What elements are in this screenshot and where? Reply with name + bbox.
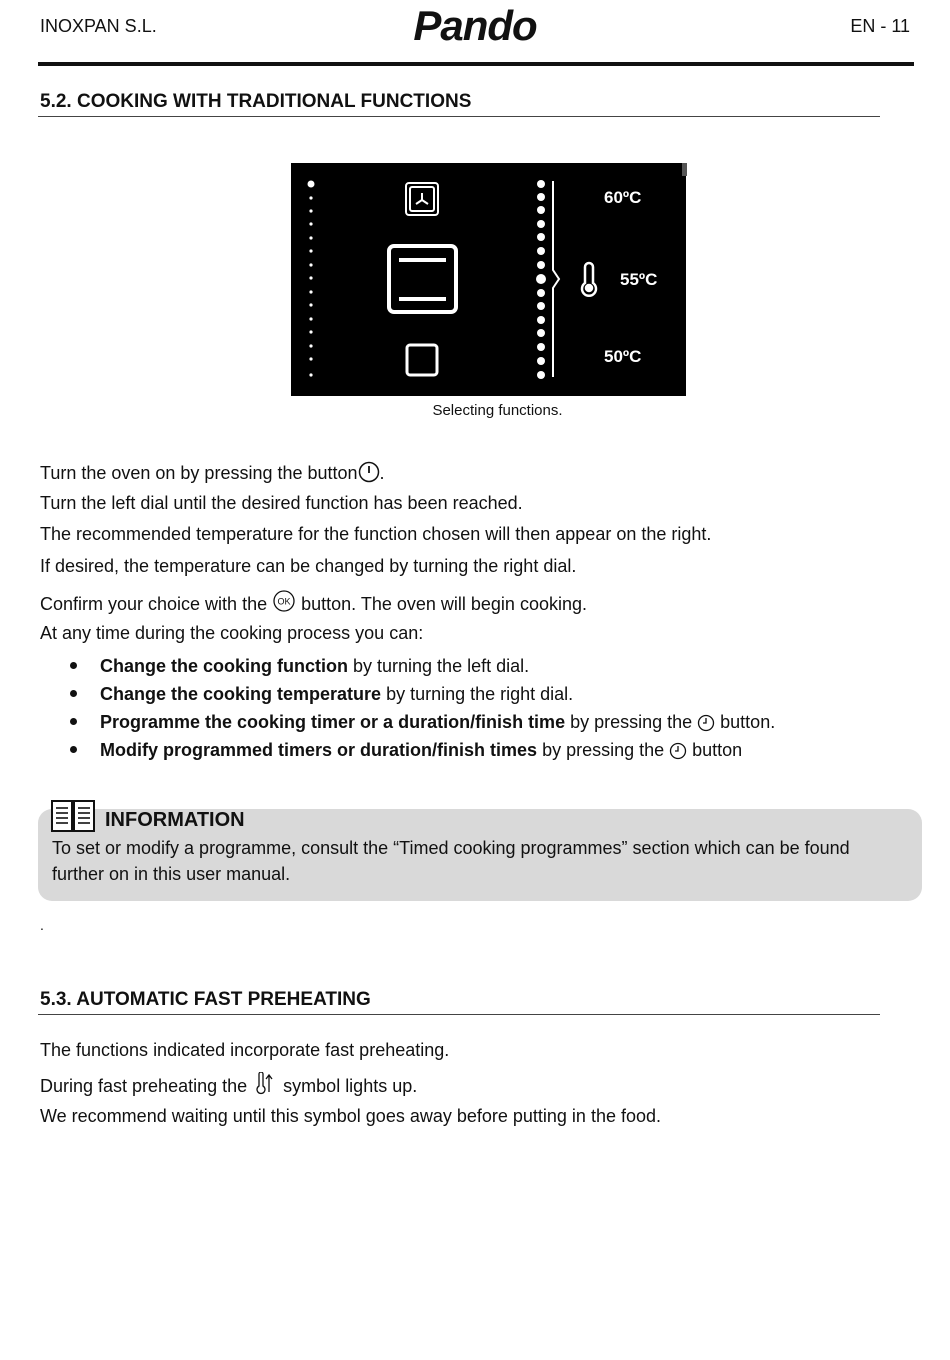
- temp-selected: 55ºC: [620, 270, 658, 289]
- bullet-bold: Change the cooking temperature: [100, 684, 382, 704]
- para-right-dial: If desired, the temperature can be changed by turning the right dial.: [40, 556, 577, 576]
- panel-graphic: [291, 163, 686, 396]
- bullet-bold: Programme the cooking timer or a duration/finish time: [100, 712, 566, 732]
- page-number: EN - 11: [850, 16, 910, 36]
- para-recommended-temp: The recommended temperature for the function chosen will then appear on the right.: [40, 524, 712, 544]
- bullet-dot: [70, 718, 77, 725]
- para-text: Turn the oven on by pressing the button: [40, 463, 358, 483]
- bullet-dot: [70, 662, 77, 669]
- bullet-text: by turning the left dial.: [348, 656, 530, 676]
- empty-function-icon: [407, 345, 437, 375]
- oven-icon: [389, 246, 456, 312]
- fan-oven-icon: [406, 183, 438, 215]
- oven-control-panel: [291, 163, 686, 396]
- para-text: During fast preheating the: [40, 1076, 248, 1096]
- header-rule: [38, 62, 914, 66]
- left-dial-dots: [308, 181, 315, 377]
- stray-dot: .: [40, 917, 44, 933]
- right-dial-dots: [536, 180, 546, 379]
- thermometer-icon: [582, 263, 596, 296]
- para-fast-preheat: The functions indicated incorporate fast preheating.: [40, 1040, 450, 1060]
- bullet-bold: Change the cooking function: [100, 656, 348, 676]
- information-title: INFORMATION: [105, 809, 245, 831]
- panel-edge-mark: [682, 163, 687, 176]
- bullet-dot: [70, 746, 77, 753]
- para-confirm: [40, 590, 587, 619]
- clock-icon: [669, 742, 687, 765]
- ok-icon: [272, 590, 296, 619]
- book-icon: [50, 799, 96, 840]
- bullet-text: by turning the right dial.: [381, 684, 574, 704]
- bullet-text: button: [687, 740, 743, 760]
- power-icon: [358, 461, 380, 488]
- company-name: INOXPAN S.L.: [40, 16, 157, 36]
- para-any-time: At any time during the cooking process you can:: [40, 623, 424, 643]
- figure-caption: Selecting functions.: [432, 402, 563, 419]
- fast-preheat-icon: [252, 1072, 278, 1101]
- bullet-text: by pressing the: [565, 712, 698, 732]
- bullet-change-function: [100, 655, 529, 677]
- information-line-1: To set or modify a programme, consult the “Timed cooking programmes” section which can be found: [52, 838, 850, 858]
- para-preheat-symbol: [40, 1072, 417, 1101]
- para-text: .: [379, 463, 385, 483]
- para-text: symbol lights up.: [283, 1076, 418, 1096]
- section-rule: [38, 116, 880, 117]
- bullet-change-temperature: [100, 683, 573, 705]
- para-recommend-wait: We recommend waiting until this symbol goes away before putting in the food.: [40, 1106, 661, 1126]
- section-rule: [38, 1014, 880, 1015]
- section-title-5-3: 5.3. AUTOMATIC FAST PREHEATING: [40, 989, 371, 1010]
- bullet-bold: Modify programmed timers or duration/finish times: [100, 740, 538, 760]
- section-title-5-2: 5.2. COOKING WITH TRADITIONAL FUNCTIONS: [40, 91, 472, 112]
- para-text: button. The oven will begin cooking.: [301, 594, 587, 614]
- bullet-text: by pressing the: [537, 740, 670, 760]
- clock-icon: [697, 714, 715, 737]
- para-left-dial: Turn the left dial until the desired function has been reached.: [40, 493, 523, 513]
- temp-bottom: 50ºC: [604, 347, 642, 366]
- bullet-dot: [70, 690, 77, 697]
- para-power-on: [40, 461, 385, 488]
- bullet-text: button.: [715, 712, 776, 732]
- brand-logo: Pando: [413, 2, 537, 49]
- selection-bracket: [553, 181, 559, 377]
- para-text: Confirm your choice with the: [40, 594, 268, 614]
- temp-top: 60ºC: [604, 188, 642, 207]
- information-line-2: further on in this user manual.: [52, 864, 291, 884]
- bullet-modify-timers: [100, 739, 742, 765]
- svg-text:OK: OK: [277, 596, 291, 607]
- bullet-programme-timer: [100, 711, 775, 737]
